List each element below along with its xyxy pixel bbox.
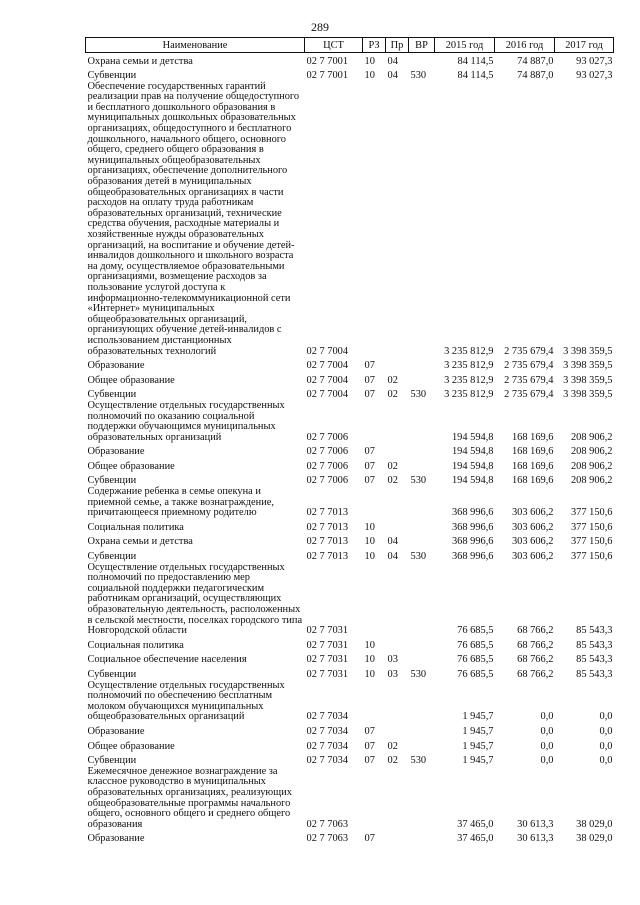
budget-table	[85, 37, 614, 845]
row-name: Осуществление отдельных государственных полномочий по обеспечению бесплатным молоком обучающихся муниципальных общеобразовательных организаций	[87, 679, 285, 723]
row-name: Субвенции	[87, 668, 137, 680]
row-value-2015: 1 945,7	[462, 755, 494, 767]
row-rz	[363, 681, 386, 723]
row-cst: 02 7 7031	[306, 625, 349, 637]
row-value-2016: 74 887,0	[517, 55, 554, 67]
header-pr: Пр	[386, 38, 409, 53]
header-year-2017: 2017 год	[555, 38, 614, 53]
row-rz: 07	[364, 374, 375, 386]
row-value-2017: 377 150,6	[570, 536, 613, 548]
row-value-2016: 2 735 679,4	[504, 389, 554, 401]
row-name: Охрана семьи и детства	[87, 55, 193, 67]
table-row	[86, 830, 614, 845]
row-vr	[409, 767, 435, 831]
row-cst: 02 7 7031	[306, 639, 349, 651]
row-rz: 10	[364, 55, 375, 67]
row-value-2017: 85 543,3	[576, 654, 613, 666]
header-cst: ЦСТ	[305, 38, 363, 53]
row-rz	[363, 563, 386, 637]
row-pr	[386, 401, 409, 443]
row-value-2015: 76 685,5	[457, 625, 494, 637]
row-rz: 10	[364, 639, 375, 651]
row-rz: 07	[364, 446, 375, 458]
row-name: Общее образование	[87, 460, 175, 472]
row-value-2016: 0,0	[540, 711, 554, 723]
table-row	[86, 563, 614, 637]
row-value-2015: 1 945,7	[462, 711, 494, 723]
row-value-2017: 3 398 359,5	[563, 360, 613, 372]
row-pr: 02	[387, 755, 398, 767]
row-value-2017: 0,0	[599, 711, 613, 723]
row-cst: 02 7 7013	[306, 507, 349, 519]
row-value-2016: 2 735 679,4	[504, 374, 554, 386]
row-name: Социальная политика	[87, 521, 184, 533]
header-rz: РЗ	[363, 38, 386, 53]
table-body	[86, 53, 614, 845]
row-value-2016: 303 606,2	[511, 551, 554, 563]
table-row	[86, 82, 614, 357]
row-name: Образование	[87, 833, 145, 845]
row-name: Субвенции	[87, 389, 137, 401]
row-vr	[409, 458, 435, 473]
table-row	[86, 386, 614, 401]
row-vr: 530	[410, 475, 427, 487]
row-pr: 02	[387, 475, 398, 487]
header-vr: ВР	[409, 38, 435, 53]
row-vr: 530	[410, 755, 427, 767]
row-vr	[409, 401, 435, 443]
row-name: Общее образование	[87, 740, 175, 752]
row-cst: 02 7 7063	[306, 833, 349, 845]
row-pr: 02	[387, 740, 398, 752]
row-name: Общее образование	[87, 374, 175, 386]
row-name: Социальная политика	[87, 639, 184, 651]
row-rz	[363, 767, 386, 831]
row-pr: 02	[387, 389, 398, 401]
row-cst: 02 7 7006	[306, 475, 349, 487]
row-rz	[363, 487, 386, 519]
row-vr	[409, 487, 435, 519]
row-pr	[386, 563, 409, 637]
row-value-2015: 37 465,0	[457, 833, 494, 845]
row-value-2016: 168 169,6	[511, 475, 554, 487]
row-pr: 02	[387, 460, 398, 472]
row-value-2017: 85 543,3	[576, 639, 613, 651]
table-row	[86, 67, 614, 82]
row-pr: 02	[387, 374, 398, 386]
row-value-2017: 93 027,3	[576, 70, 613, 82]
row-vr	[409, 563, 435, 637]
row-cst: 02 7 7004	[306, 389, 349, 401]
row-name: Осуществление отдельных государственных полномочий по оказанию социальной поддержки обучающимся муниципальных образовательных организаций	[87, 399, 285, 443]
table-row	[86, 443, 614, 458]
row-rz	[363, 82, 386, 357]
row-rz: 10	[364, 521, 375, 533]
row-value-2015: 84 114,5	[457, 70, 494, 82]
row-value-2017: 377 150,6	[570, 551, 613, 563]
row-name: Социальное обеспечение населения	[87, 654, 247, 666]
table-row	[86, 458, 614, 473]
row-cst: 02 7 7031	[306, 668, 349, 680]
row-value-2017: 3 398 359,5	[563, 374, 613, 386]
row-cst: 02 7 7006	[306, 446, 349, 458]
table-row	[86, 637, 614, 652]
row-cst: 02 7 7006	[306, 460, 349, 472]
row-cst: 02 7 7004	[306, 360, 349, 372]
table-row	[86, 681, 614, 723]
table-row	[86, 401, 614, 443]
row-value-2016: 0,0	[540, 740, 554, 752]
row-vr: 530	[410, 668, 427, 680]
row-cst: 02 7 7031	[306, 654, 349, 666]
row-pr	[386, 723, 409, 738]
table-row	[86, 533, 614, 548]
row-name: Осуществление отдельных государственных полномочий по предоставлению мер социальной поддержки педагогическим работникам организаций, осуществляющих образовательную деятельность, расположенных в сельской местности, поселках городского типа Новгородской области	[87, 561, 303, 637]
row-cst: 02 7 7034	[306, 755, 349, 767]
row-value-2015: 194 594,8	[451, 446, 494, 458]
table-row	[86, 548, 614, 563]
row-value-2015: 194 594,8	[451, 431, 494, 443]
row-vr	[409, 443, 435, 458]
row-rz: 10	[364, 551, 375, 563]
row-cst: 02 7 7013	[306, 551, 349, 563]
page-number: 289	[311, 20, 329, 34]
row-cst: 02 7 7001	[306, 70, 349, 82]
row-pr: 03	[387, 654, 398, 666]
row-value-2017: 85 543,3	[576, 625, 613, 637]
row-vr	[409, 637, 435, 652]
table-row	[86, 738, 614, 753]
header-year-2015: 2015 год	[435, 38, 495, 53]
row-pr	[386, 830, 409, 845]
table-row	[86, 357, 614, 372]
row-value-2016: 30 613,3	[517, 833, 554, 845]
row-vr	[409, 53, 435, 68]
row-name: Субвенции	[87, 551, 137, 563]
table-row	[86, 767, 614, 831]
row-value-2017: 85 543,3	[576, 668, 613, 680]
row-value-2017: 0,0	[599, 725, 613, 737]
row-value-2016: 168 169,6	[511, 446, 554, 458]
row-cst: 02 7 7013	[306, 521, 349, 533]
row-pr: 04	[387, 70, 398, 82]
row-vr	[409, 372, 435, 387]
row-value-2015: 84 114,5	[457, 55, 494, 67]
row-value-2017: 3 398 359,5	[563, 345, 613, 357]
row-value-2015: 1 945,7	[462, 725, 494, 737]
row-cst: 02 7 7004	[306, 345, 349, 357]
row-cst: 02 7 7034	[306, 725, 349, 737]
row-value-2016: 0,0	[540, 725, 554, 737]
row-value-2015: 37 465,0	[457, 818, 494, 830]
row-vr	[409, 82, 435, 357]
row-value-2015: 194 594,8	[451, 475, 494, 487]
row-pr	[386, 487, 409, 519]
row-value-2016: 74 887,0	[517, 70, 554, 82]
row-rz	[363, 401, 386, 443]
row-pr	[386, 519, 409, 534]
header-year-2016: 2016 год	[495, 38, 555, 53]
row-pr	[386, 357, 409, 372]
row-vr	[409, 651, 435, 666]
row-name: Образование	[87, 725, 145, 737]
row-value-2016: 68 766,2	[517, 639, 554, 651]
row-name: Субвенции	[87, 70, 137, 82]
row-value-2015: 368 996,6	[451, 521, 494, 533]
row-pr	[386, 767, 409, 831]
row-pr: 04	[387, 551, 398, 563]
row-value-2015: 3 235 812,9	[444, 374, 494, 386]
row-value-2016: 2 735 679,4	[504, 345, 554, 357]
row-vr	[409, 723, 435, 738]
row-vr	[409, 519, 435, 534]
row-value-2015: 76 685,5	[457, 639, 494, 651]
row-cst: 02 7 7001	[306, 55, 349, 67]
row-value-2016: 303 606,2	[511, 536, 554, 548]
table-row	[86, 487, 614, 519]
row-rz: 07	[364, 740, 375, 752]
row-value-2016: 68 766,2	[517, 668, 554, 680]
row-rz: 07	[364, 475, 375, 487]
row-vr: 530	[410, 70, 427, 82]
row-value-2016: 303 606,2	[511, 521, 554, 533]
row-value-2016: 0,0	[540, 755, 554, 767]
row-pr	[386, 82, 409, 357]
row-value-2017: 0,0	[599, 740, 613, 752]
row-value-2017: 377 150,6	[570, 521, 613, 533]
row-name: Ежемесячное денежное вознаграждение за классное руководство в муниципальных образовательных организациях, реализующих общеобразовательные программы начального общего, основного общего и среднего общего образования	[87, 765, 292, 830]
row-name: Образование	[87, 446, 145, 458]
row-value-2015: 368 996,6	[451, 536, 494, 548]
row-value-2016: 30 613,3	[517, 818, 554, 830]
row-rz: 10	[364, 668, 375, 680]
row-name: Субвенции	[87, 475, 137, 487]
row-rz: 07	[364, 389, 375, 401]
row-cst: 02 7 7034	[306, 711, 349, 723]
row-vr	[409, 738, 435, 753]
row-rz: 10	[364, 654, 375, 666]
row-vr	[409, 533, 435, 548]
row-value-2017: 208 906,2	[570, 431, 613, 443]
row-pr: 04	[387, 55, 398, 67]
table-row	[86, 372, 614, 387]
row-value-2016: 168 169,6	[511, 431, 554, 443]
row-name: Обеспечение государственных гарантий реализации прав на получение общедоступного и бесплатного дошкольного образования в муниципальных дошкольных образовательных организациях, общедоступного и бесплатного дошкольного, начального общего, основного общего, среднего общего образования в муниципальных общеобразовательных организациях, обеспечение дополнительного образования детей в муниципальных общеобразовательных организациях в части расходов на оплату труда работникам образовательных организаций, технические средства обучения, расходные материалы и хозяйственные нужды образовательных организаций, на воспитание и обучение детей-инвалидов дошкольного и школьного возраста на дому, осуществляемое образовательными организациями, возмещение расходов за пользование услугой доступа к информационно-телекоммуникационной сети «Интернет» муниципальных общеобразовательных организаций, организующих обучение детей-инвалидов с использованием дистанционных образовательных технологий	[87, 80, 300, 357]
row-value-2015: 1 945,7	[462, 740, 494, 752]
row-cst: 02 7 7013	[306, 536, 349, 548]
row-cst: 02 7 7006	[306, 431, 349, 443]
row-value-2016: 168 169,6	[511, 460, 554, 472]
row-rz: 07	[364, 360, 375, 372]
row-rz: 07	[364, 755, 375, 767]
row-value-2017: 38 029,0	[576, 818, 613, 830]
row-value-2015: 3 235 812,9	[444, 345, 494, 357]
row-rz: 07	[364, 460, 375, 472]
table-header	[86, 38, 614, 53]
table-row	[86, 472, 614, 487]
table-row	[86, 723, 614, 738]
row-name: Содержание ребенка в семье опекуна и приемной семье, а также вознаграждение, причитающееся приемному родителю	[87, 486, 274, 519]
row-value-2017: 208 906,2	[570, 475, 613, 487]
row-value-2017: 208 906,2	[570, 460, 613, 472]
row-name: Субвенции	[87, 755, 137, 767]
table-row	[86, 666, 614, 681]
row-cst: 02 7 7034	[306, 740, 349, 752]
row-vr: 530	[410, 389, 427, 401]
row-cst: 02 7 7063	[306, 818, 349, 830]
row-value-2016: 68 766,2	[517, 625, 554, 637]
row-vr: 530	[410, 551, 427, 563]
row-name: Образование	[87, 360, 145, 372]
row-value-2016: 68 766,2	[517, 654, 554, 666]
row-pr: 04	[387, 536, 398, 548]
row-value-2017: 0,0	[599, 755, 613, 767]
row-value-2015: 194 594,8	[451, 460, 494, 472]
header-name: Наименование	[86, 38, 305, 53]
row-vr	[409, 830, 435, 845]
table-row	[86, 53, 614, 68]
row-value-2017: 3 398 359,5	[563, 389, 613, 401]
row-cst: 02 7 7004	[306, 374, 349, 386]
row-rz: 07	[364, 725, 375, 737]
row-value-2017: 93 027,3	[576, 55, 613, 67]
table-row	[86, 651, 614, 666]
row-value-2016: 2 735 679,4	[504, 360, 554, 372]
row-value-2015: 368 996,6	[451, 507, 494, 519]
row-pr	[386, 443, 409, 458]
table-row	[86, 752, 614, 767]
row-rz: 10	[364, 536, 375, 548]
row-value-2017: 377 150,6	[570, 507, 613, 519]
row-value-2015: 368 996,6	[451, 551, 494, 563]
row-value-2017: 38 029,0	[576, 833, 613, 845]
row-value-2016: 303 606,2	[511, 507, 554, 519]
row-value-2015: 76 685,5	[457, 668, 494, 680]
row-rz: 10	[364, 70, 375, 82]
row-name: Охрана семьи и детства	[87, 536, 193, 548]
row-pr	[386, 681, 409, 723]
row-vr	[409, 681, 435, 723]
row-vr	[409, 357, 435, 372]
row-value-2015: 3 235 812,9	[444, 360, 494, 372]
row-value-2015: 76 685,5	[457, 654, 494, 666]
row-pr: 03	[387, 668, 398, 680]
row-pr	[386, 637, 409, 652]
row-rz: 07	[364, 833, 375, 845]
row-value-2015: 3 235 812,9	[444, 389, 494, 401]
row-value-2017: 208 906,2	[570, 446, 613, 458]
table-row	[86, 519, 614, 534]
